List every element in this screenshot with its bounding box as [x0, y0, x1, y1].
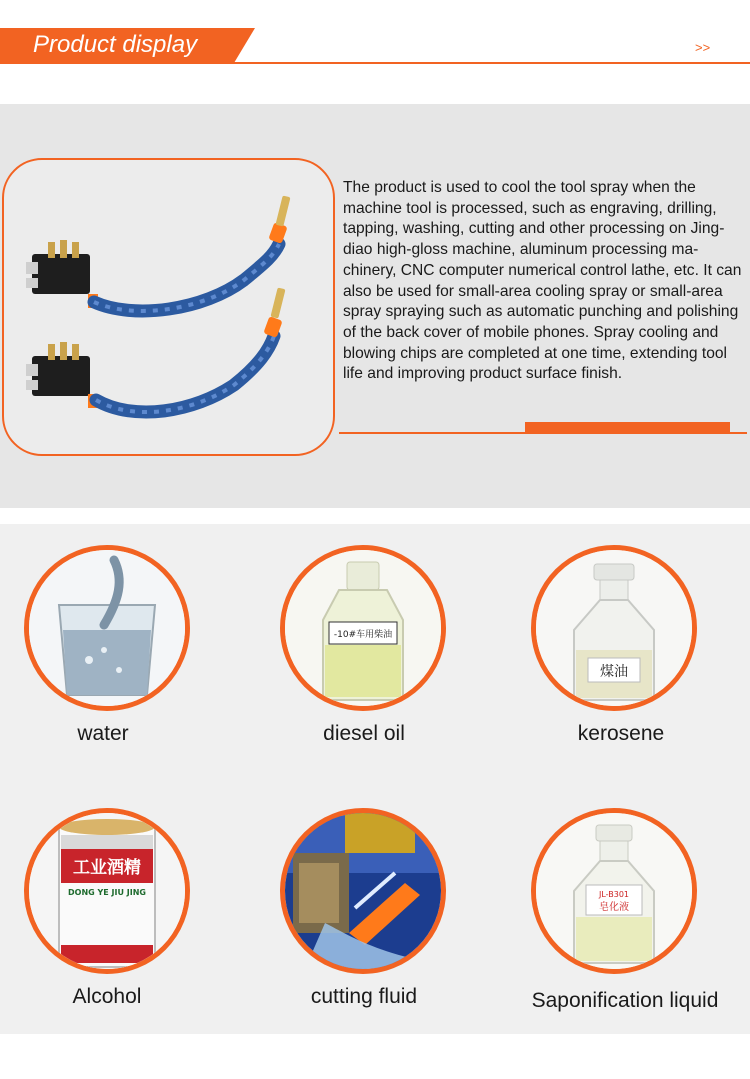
- alcohol-can-title: 工业酒精: [73, 858, 141, 878]
- media-label-saponification: Saponification liquid: [531, 989, 719, 1012]
- saponification-bottle-icon: [536, 813, 692, 969]
- alcohol-can-sub: DONG YE JIU JING: [68, 888, 146, 897]
- header-divider: [0, 62, 750, 64]
- diesel-bottle-text: -10#车用柴油: [333, 630, 393, 640]
- media-label-alcohol: Alcohol: [72, 985, 142, 1008]
- media-image-water: [24, 545, 190, 711]
- kerosene-bottle-icon: [536, 550, 692, 706]
- media-image-cutting-fluid: [280, 808, 446, 974]
- product-photo: [2, 158, 335, 456]
- media-label-cutting-fluid: cutting fluid: [310, 985, 418, 1008]
- section-title: Product display: [33, 31, 198, 58]
- media-label-diesel: diesel oil: [323, 722, 405, 745]
- description-accent-bar: [525, 422, 730, 434]
- media-image-diesel: [280, 545, 446, 711]
- applicable-media: [0, 524, 750, 1034]
- kerosene-bottle-text: 煤油: [600, 664, 628, 680]
- saponification-bottle-code: JL-B301: [598, 890, 630, 899]
- media-image-kerosene: [531, 545, 697, 711]
- section-header: [0, 0, 750, 104]
- product-intro: [0, 104, 750, 508]
- more-link[interactable]: >>: [695, 40, 711, 55]
- spray-nozzle-icon: [4, 160, 335, 456]
- saponification-bottle-text: 皂化液: [599, 902, 629, 913]
- media-image-alcohol: [24, 808, 190, 974]
- water-glass-icon: [29, 550, 185, 706]
- product-description: The product is used to cool the tool spray when the machine tool is processed, such as engraving, drilling, tapping, washing, cutting and other processing on Jing-diao high-gloss machine, aluminum processing ma-chinery, CNC computer numerical control lathe, etc. It can also be used for small-area cooling spray or small-area spray spraying such as automatic punching and polishing of the back cover of mobile phones. Spray cooling and blowing chips are completed at one time, extending tool life and improving product surface finish.: [343, 179, 742, 383]
- alcohol-can-icon: [29, 813, 185, 969]
- cutting-fluid-icon: [285, 813, 441, 969]
- media-label-kerosene: kerosene: [577, 722, 665, 745]
- media-label-water: water: [77, 722, 129, 745]
- page-bottom: [0, 1034, 750, 1079]
- diesel-bottle-icon: [285, 550, 441, 706]
- media-image-saponification: [531, 808, 697, 974]
